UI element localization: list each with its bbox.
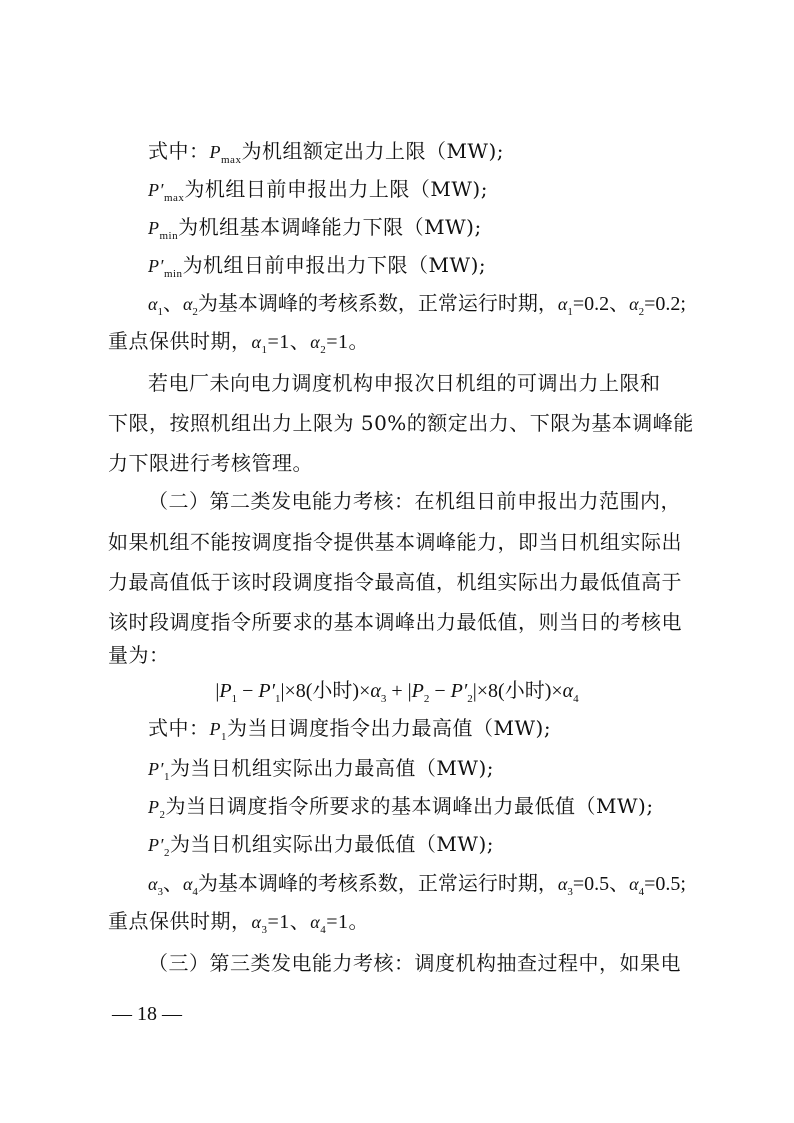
math-variable: P	[148, 797, 160, 817]
formula-abs-bar: |	[280, 680, 285, 702]
math-variable: P′	[148, 759, 164, 779]
math-subscript: 3	[157, 886, 163, 898]
formula-sub: 1	[274, 693, 281, 705]
line-text: 、	[162, 291, 183, 315]
line-text: 重点保供时期，	[108, 909, 252, 933]
formula-var: α	[370, 680, 381, 702]
math-variable: α	[557, 294, 568, 314]
paragraph-line: 量为：	[108, 643, 170, 667]
text-line	[148, 831, 732, 858]
paragraph-line: 力下限进行考核管理。	[108, 451, 313, 475]
math-subscript: 4	[192, 886, 198, 898]
formula-sub: 2	[423, 693, 430, 705]
math-subscript: 2	[320, 344, 327, 356]
math-variable: P′	[148, 180, 164, 200]
line-text: 为基本调峰的考核系数，正常运行时期，	[197, 291, 558, 315]
formula-sub: 1	[231, 693, 238, 705]
line-text: 重点保供时期，	[108, 329, 252, 353]
math-variable: α	[310, 332, 321, 352]
line-text: 为基本调峰的考核系数，正常运行时期，	[197, 871, 558, 895]
assessment-formula	[0, 677, 794, 705]
text-line	[148, 252, 732, 279]
line-text: 式中：	[148, 716, 210, 740]
line-text: 为机组日前申报出力上限（MW);	[184, 177, 488, 201]
line-text: 、	[162, 871, 183, 895]
text-line	[148, 214, 732, 241]
formula-var: P	[411, 680, 424, 702]
line-text: 为当日机组实际出力最低值（MW);	[169, 832, 495, 856]
line-text: 式中：	[148, 139, 210, 163]
text-line	[108, 908, 692, 935]
line-text: =1。	[326, 911, 369, 933]
formula-abs-bar: |	[215, 680, 220, 702]
paragraph-line: 该时段调度指令所要求的基本调峰出力最低值，则当日的考核电	[108, 610, 682, 634]
formula-var: α	[562, 680, 574, 702]
paragraph-line: 若电厂未向电力调度机构申报次日机组的可调出力上限和	[148, 371, 661, 395]
math-subscript: min	[163, 268, 183, 280]
math-variable: P	[209, 142, 221, 162]
text-line	[148, 870, 732, 897]
paragraph-line: 下限，按照机组出力上限为 50%的额定出力、下限为基本调峰能	[108, 411, 694, 435]
math-subscript: 1	[221, 731, 227, 743]
math-variable: P′	[148, 256, 164, 276]
math-subscript: 2	[638, 306, 645, 318]
text-line	[148, 755, 732, 782]
line-text: 为机组日前申报出力下限（MW);	[182, 253, 487, 277]
math-variable: P	[148, 218, 160, 238]
line-text: =1、	[267, 331, 311, 353]
math-variable: P′	[148, 835, 164, 855]
text-line	[148, 290, 732, 317]
formula-op: −	[429, 680, 451, 702]
line-text: =0.5;	[644, 873, 686, 895]
math-subscript: 3	[567, 886, 573, 898]
line-text: 为机组基本调峰能力下限（MW);	[178, 215, 482, 239]
formula-sub: 3	[380, 693, 387, 705]
formula-var: P′	[450, 680, 468, 702]
formula-op: ×8(小时)×	[284, 680, 371, 702]
math-variable: α	[182, 294, 193, 314]
formula-abs-bar: |	[472, 680, 477, 702]
math-variable: P	[209, 719, 221, 739]
math-variable: α	[629, 874, 639, 894]
formula-sub: 4	[573, 693, 579, 705]
math-variable: α	[557, 874, 568, 894]
formula-var: P	[219, 680, 232, 702]
math-subscript: 3	[261, 924, 268, 936]
math-subscript: 1	[567, 306, 573, 318]
math-subscript: 2	[159, 809, 166, 821]
line-text: 为当日调度指令所要求的基本调峰出力最低值（MW);	[165, 794, 654, 818]
math-variable: α	[251, 912, 262, 932]
math-subscript: 1	[261, 344, 268, 356]
math-variable: α	[251, 332, 262, 352]
math-subscript: min	[159, 230, 179, 242]
line-text: 为当日机组实际出力最高值（MW);	[169, 756, 495, 780]
math-variable: α	[148, 294, 158, 314]
text-line	[148, 793, 732, 820]
formula-op: −	[237, 680, 259, 702]
math-subscript: 4	[320, 924, 327, 936]
math-subscript: 1	[163, 771, 170, 783]
line-text: =0.2、	[572, 293, 630, 315]
formula-abs-bar: |	[407, 680, 412, 702]
line-text: =1。	[326, 331, 369, 353]
page-number: — 18 —	[112, 1003, 182, 1025]
text-line	[148, 176, 732, 203]
math-subscript: 4	[638, 886, 645, 898]
math-variable: α	[182, 874, 193, 894]
math-subscript: 1	[157, 306, 163, 318]
line-text: =0.5、	[572, 873, 630, 895]
section-heading-line: （二）第二类发电能力考核：在机组日前申报出力范围内，	[148, 489, 681, 513]
section-heading-line: （三）第三类发电能力考核：调度机构抽查过程中，如果电	[148, 951, 681, 975]
line-text: =1、	[267, 911, 311, 933]
formula-op: ×8(小时)×	[476, 680, 563, 702]
math-subscript: max	[221, 154, 242, 166]
text-line	[108, 328, 692, 355]
line-text: 为机组额定出力上限（MW);	[241, 139, 505, 163]
math-subscript: max	[163, 192, 185, 204]
math-variable: α	[629, 294, 639, 314]
paragraph-line: 力最高值低于该时段调度指令最高值，机组实际出力最低值高于	[108, 570, 682, 594]
text-line	[148, 138, 732, 165]
math-subscript: 2	[163, 847, 170, 859]
formula-var: P′	[258, 680, 275, 702]
math-variable: α	[310, 912, 321, 932]
text-line	[148, 715, 732, 742]
paragraph-line: 如果机组不能按调度指令提供基本调峰能力，即当日机组实际出	[108, 530, 682, 554]
math-subscript: 2	[192, 306, 198, 318]
math-variable: α	[148, 874, 158, 894]
formula-sub: 2	[467, 693, 473, 705]
line-text: 为当日调度指令出力最高值（MW);	[227, 716, 552, 740]
line-text: =0.2;	[644, 293, 686, 315]
formula-op: +	[386, 680, 408, 702]
